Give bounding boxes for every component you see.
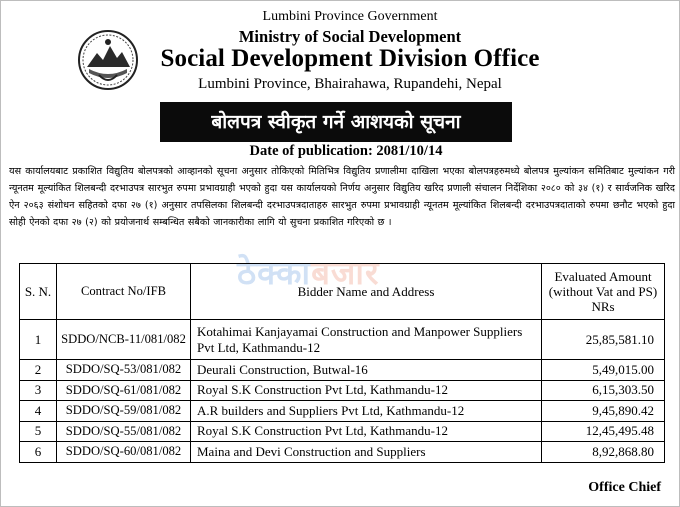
table-row bbox=[20, 401, 665, 422]
watermark-part-1: ठेक्का bbox=[237, 253, 312, 292]
table-row bbox=[20, 421, 665, 442]
office-address: Lumbini Province, Bhairahawa, Rupandehi, Nepal bbox=[198, 76, 502, 92]
table-row bbox=[20, 320, 665, 360]
cell-amount: 25,85,581.10 bbox=[542, 320, 665, 360]
cell-contract: SDDO/SQ-55/081/082 bbox=[57, 421, 191, 442]
notice-paragraph: यस कार्यालयबाट प्रकाशित विद्युतिय बोलपत्रको आव्हानको सूचना अनुसार तोकिएको मितिभित्र विद्युतिय प्रणालीमा दाखिला भएका बोलपत्रहरुमध्ये बोलपत्र मुल्यांकन समितिबाट मुल्यांकन गरी न्यूनतम मूल्यांकित शिलबन्दी दरभाउपत्र सारभुत रुपमा प्रभावग्राही भएको हुदा यस कार्यालयको निर्णय अनुसार विद्युतिय खरिद प्रणाली संचालन निर्देशिका २०८० को ३४ (१) र सार्वजनिक खरिद ऐन २०६३ संशोधन सहितको दफा २७ (१) अनुसार तपसिलका शिलबन्दी दरभाउपत्रदाताहरु सारभुत रुपमा प्रभावग्राही न्यूनतम मूल्यांकित शिलबन्दी दरभाउपत्रदाताको रुपमा छनौट भएको हुदा सोही ऐनको दफा २७ (२) को प्रयोजनार्थ सम्बन्धित सबैको जानकारीका लागि यो सुचना प्रकाशित गरिएको छ । bbox=[9, 166, 675, 228]
cell-sn: 3 bbox=[20, 380, 57, 401]
cell-sn: 6 bbox=[20, 442, 57, 463]
cell-bidder: Deurali Construction, Butwal-16 bbox=[191, 360, 542, 381]
cell-amount: 12,45,495.48 bbox=[542, 421, 665, 442]
cell-amount: 9,45,890.42 bbox=[542, 401, 665, 422]
table-row bbox=[20, 360, 665, 381]
header-sn: S. N. bbox=[20, 264, 57, 320]
cell-bidder: A.R builders and Suppliers Pvt Ltd, Kathmandu-12 bbox=[191, 401, 542, 422]
header-contract: Contract No/IFB bbox=[57, 264, 191, 320]
evaluated-bids-table bbox=[19, 263, 665, 463]
cell-contract: SDDO/SQ-61/081/082 bbox=[57, 380, 191, 401]
cell-sn: 5 bbox=[20, 421, 57, 442]
cell-bidder: Royal S.K Construction Pvt Ltd, Kathmandu-12 bbox=[191, 380, 542, 401]
government-name: Lumbini Province Government bbox=[262, 9, 438, 24]
table-row bbox=[20, 380, 665, 401]
table-row bbox=[20, 442, 665, 463]
office-name: Social Development Division Office bbox=[160, 45, 540, 72]
cell-sn: 1 bbox=[20, 320, 57, 360]
table-header-row bbox=[20, 264, 665, 320]
cell-contract: SDDO/SQ-59/081/082 bbox=[57, 401, 191, 422]
cell-bidder: Kotahimai Kanjayamai Construction and Manpower Suppliers Pvt Ltd, Kathmandu-12 bbox=[191, 320, 542, 360]
signatory: Office Chief bbox=[588, 480, 661, 495]
ministry-name: Ministry of Social Development bbox=[238, 27, 462, 46]
header-amount: Evaluated Amount (without Vat and PS) NRs bbox=[542, 264, 665, 320]
cell-sn: 2 bbox=[20, 360, 57, 381]
notice-title: बोलपत्र स्वीकृत गर्ने आशयको सूचना bbox=[160, 102, 512, 142]
cell-contract: SDDO/SQ-53/081/082 bbox=[57, 360, 191, 381]
cell-bidder: Maina and Devi Construction and Suppliers bbox=[191, 442, 542, 463]
cell-contract: SDDO/SQ-60/081/082 bbox=[57, 442, 191, 463]
cell-sn: 4 bbox=[20, 401, 57, 422]
cell-contract: SDDO/NCB-11/081/082 bbox=[57, 320, 191, 360]
cell-amount: 6,15,303.50 bbox=[542, 380, 665, 401]
watermark-part-2: बजार bbox=[311, 253, 380, 292]
header-bidder: Bidder Name and Address bbox=[191, 264, 542, 320]
cell-amount: 5,49,015.00 bbox=[542, 360, 665, 381]
cell-amount: 8,92,868.80 bbox=[542, 442, 665, 463]
cell-bidder: Royal S.K Construction Pvt Ltd, Kathmandu-12 bbox=[191, 421, 542, 442]
publication-date: Date of publication: 2081/10/14 bbox=[249, 143, 443, 159]
